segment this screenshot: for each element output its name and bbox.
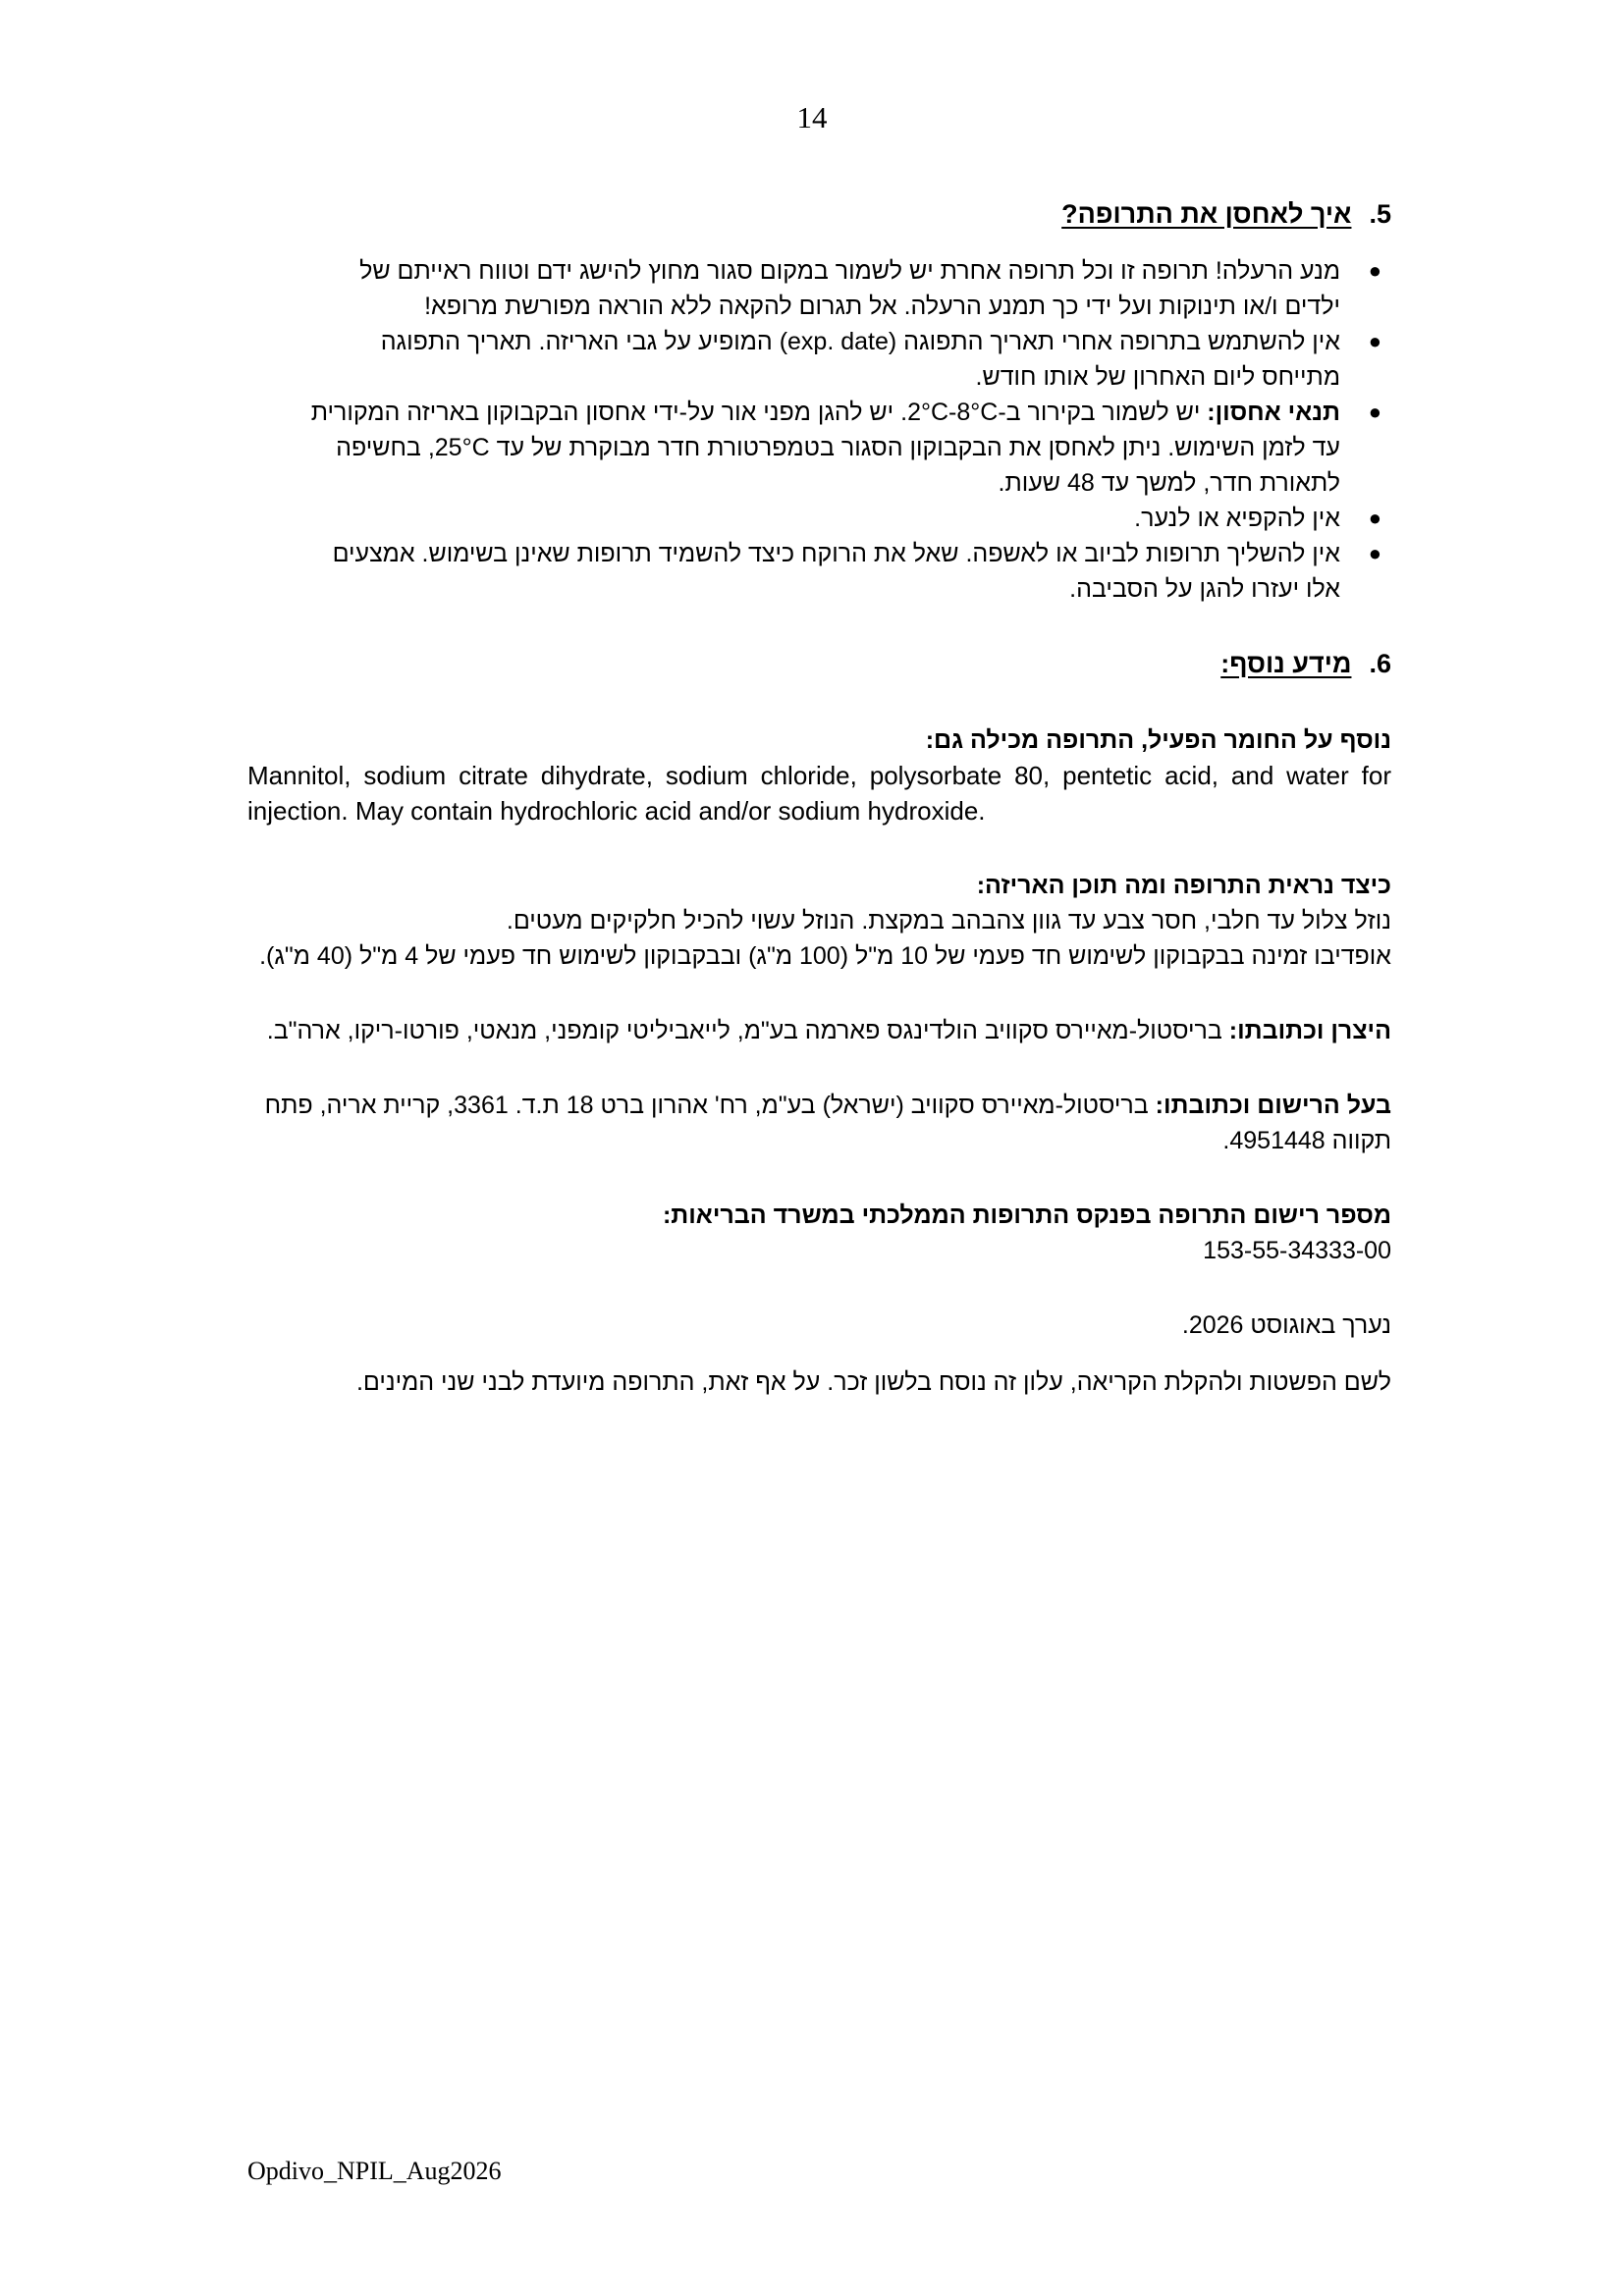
section-5-heading	[247, 194, 1391, 234]
ingredients-block	[247, 722, 1391, 828]
bullet-icon: ●	[1368, 258, 1381, 283]
storage-conditions-label: תנאי אחסון:	[1207, 399, 1340, 426]
package-description: אופדיבו זמינה בבקבוקון לשימוש חד פעמי של 10 מ"ל (100 מ"ג) ובבקבוקון לשימוש חד פעמי של 4 מ"ל (40 מ"ג).	[259, 942, 1391, 970]
bullet-text: אין להקפיא או לנער.	[1134, 505, 1340, 532]
appearance-description: נוזל צלול עד חלבי, חסר צבע עד גוון צהבהב במקצת. הנוזל עשוי להכיל חלקיקים מעטים.	[506, 907, 1391, 934]
section-5-title: איך לאחסן את התרופה?	[1061, 199, 1352, 229]
bullet-item	[247, 253, 1391, 324]
bullet-text: מנע הרעלה! תרופה זו וכל תרופה אחרת יש לשמור במקום סגור מחוץ להישג ידם וטווח ראייתם של ילדים ו/או תינוקות ועל ידי כך תמנע הרעלה. אל תגרום להקאה ללא הוראה מפורשת מרופא!	[359, 257, 1340, 320]
document-footer: Opdivo_NPIL_Aug2026	[247, 2157, 502, 2185]
storage-bullet-list	[247, 253, 1391, 607]
section-5-number: .5	[1369, 199, 1391, 229]
section-6-title: מידע נוסף:	[1220, 649, 1352, 678]
ingredients-text: Mannitol, sodium citrate dihydrate, sodium chloride, polysorbate 80, pentetic acid, and water for injection. May contain hydrochloric acid and/or sodium hydroxide.	[247, 761, 1391, 826]
ingredients-heading: נוסף על החומר הפעיל, התרופה מכילה גם:	[925, 726, 1391, 754]
leaflet-content	[247, 194, 1391, 1400]
registrant-block	[247, 1088, 1391, 1158]
manufacturer-text: בריסטול-מאיירס סקוויב הולדינגס פארמה בע"מ, לייאביליטי קומפני, מנאטי, פורטו-ריקו, ארה"ב.	[266, 1017, 1222, 1044]
bullet-item	[247, 536, 1391, 607]
bullet-text: אין להשתמש בתרופה אחרי תאריך התפוגה (exp. date) המופיע על גבי האריזה. תאריך התפוגה מתייחס ליום האחרון של אותו חודש.	[380, 328, 1340, 391]
bullet-item	[247, 395, 1391, 501]
bullet-text: אין להשליך תרופות לביוב או לאשפה. שאל את הרוקח כיצד להשמיד תרופות שאינן בשימוש. אמצעים אלו יעזרו להגן על הסביבה.	[332, 540, 1340, 603]
bullet-item	[247, 324, 1391, 395]
registration-number: 153-55-34333-00	[1203, 1237, 1391, 1264]
manufacturer-block	[247, 1013, 1391, 1048]
bullet-text: יש לשמור בקירור ב-2°C-8°C. יש להגן מפני אור על-ידי אחסון הבקבוקון באריזה המקורית עד לזמן השימוש. ניתן לאחסן את הבקבוקון הסגור בטמפרטורת חדר מבוקרת של עד 25°C, בחשיפה לתאורת חדר, למשך עד 48 שעות.	[310, 399, 1340, 497]
bullet-icon: ●	[1368, 329, 1381, 353]
bullet-item	[247, 501, 1391, 536]
appearance-block	[247, 868, 1391, 974]
section-6-number: .6	[1369, 649, 1391, 678]
bullet-icon: ●	[1368, 506, 1381, 530]
page-number: 14	[796, 100, 828, 134]
bullet-icon: ●	[1368, 541, 1381, 565]
registration-heading: מספר רישום התרופה בפנקס התרופות הממלכתי במשרד הבריאות:	[662, 1201, 1391, 1229]
edited-date: נערך באוגוסט 2026.	[1181, 1311, 1391, 1339]
registrant-label: בעל הרישום וכתובתו:	[1155, 1092, 1391, 1119]
appearance-heading: כיצד נראית התרופה ומה תוכן האריזה:	[976, 872, 1391, 899]
registrant-text: בריסטול-מאיירס סקוויב (ישראל) בע"מ, רח' אהרון ברט 18 ת.ד. 3361, קריית אריה, פתח תקווה 4951448.	[264, 1092, 1391, 1154]
manufacturer-label: היצרן וכתובתו:	[1228, 1017, 1391, 1044]
section-6-heading	[247, 644, 1391, 683]
registration-block	[247, 1198, 1391, 1268]
gender-note: לשם הפשטות ולהקלת הקריאה, עלון זה נוסח בלשון זכר. על אף זאת, התרופה מיועדת לבני שני המינים.	[355, 1368, 1391, 1396]
bullet-icon: ●	[1368, 400, 1381, 424]
